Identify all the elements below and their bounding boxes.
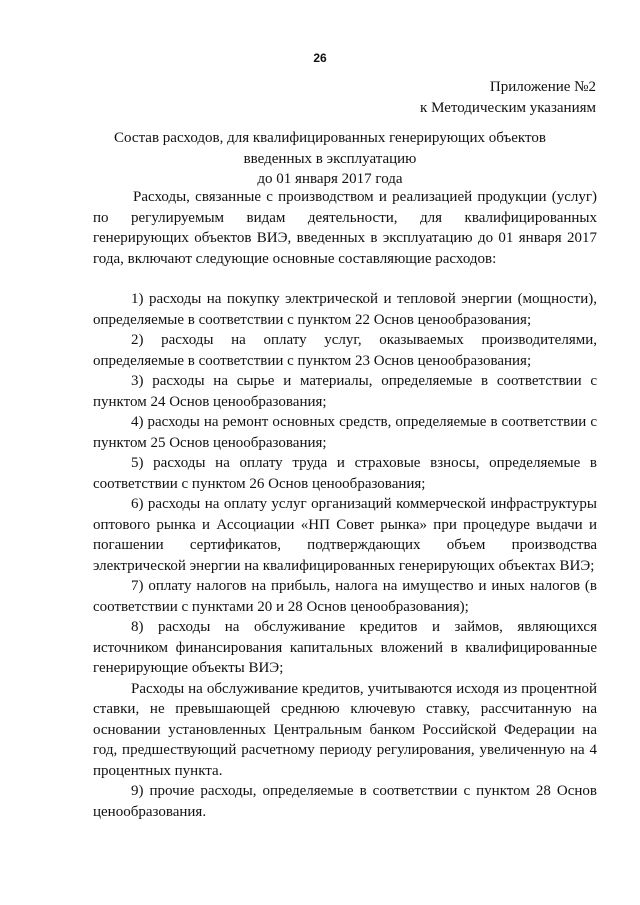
list-item: 2) расходы на оплату услуг, оказываемых производителями, определяемые в соответствии с пунктом 23 Основ ценообразования; bbox=[93, 332, 597, 369]
list-item: Расходы на обслуживание кредитов, учитываются исходя из процентной ставки, не превышающей среднюю ключевую ставку, рассчитанную на основании установленных Центральным банком Российской Федерации на год, предшествующий расчетному периоду регулирования, увеличенную на 4 процентных пункта. bbox=[93, 680, 597, 779]
document-body bbox=[93, 187, 597, 822]
list-item: 9) прочие расходы, определяемые в соответствии с пунктом 28 Основ ценообразования. bbox=[93, 783, 597, 820]
title-line-2: введенных в эксплуатацию bbox=[243, 150, 417, 167]
page-number: 26 bbox=[313, 51, 327, 65]
list-item: 7) оплату налогов на прибыль, налога на имущество и иных налогов (в соответствии с пунктами 20 и 28 Основ ценообразования); bbox=[93, 578, 597, 615]
list-item: 4) расходы на ремонт основных средств, определяемые в соответствии с пунктом 25 Основ ценообразования; bbox=[93, 414, 597, 451]
list-item: 6) расходы на оплату услуг организаций коммерческой инфраструктуры оптового рынка и Ассоциации «НП Совет рынка» при процедуре выдачи и погашении сертификатов, подтверждающих объем производства электрической энергии на квалифицированных генерирующих объектах ВИЭ; bbox=[93, 496, 597, 574]
list-item: 1) расходы на покупку электрической и тепловой энергии (мощности), определяемые в соответствии с пунктом 22 Основ ценообразования; bbox=[93, 291, 597, 328]
appendix-line-1: Приложение №2 bbox=[489, 79, 596, 95]
list-item: 8) расходы на обслуживание кредитов и займов, являющихся источником финансирования капитальных вложений в квалифицированные генерирующие объекты ВИЭ; bbox=[93, 619, 597, 676]
intro-paragraph: Расходы, связанные с производством и реализацией продукции (услуг) по регулируемым видам деятельности, для квалифицированных генерирующих объектов ВИЭ, введенных в эксплуатацию до 01 января 2017 года, включают следующие основные составляющие расходов: bbox=[93, 189, 597, 267]
list-item: 3) расходы на сырье и материалы, определяемые в соответствии с пунктом 24 Основ ценообразования; bbox=[93, 373, 597, 410]
list-item: 5) расходы на оплату труда и страховые взносы, определяемые в соответствии с пунктом 26 Основ ценообразования; bbox=[93, 455, 597, 492]
appendix-line-2: к Методическим указаниям bbox=[420, 99, 596, 116]
title-line-3: до 01 января 2017 года bbox=[257, 171, 403, 187]
document-title bbox=[80, 128, 580, 190]
appendix-header bbox=[420, 77, 596, 118]
title-line-1: Состав расходов, для квалифицированных генерирующих объектов bbox=[114, 130, 546, 146]
